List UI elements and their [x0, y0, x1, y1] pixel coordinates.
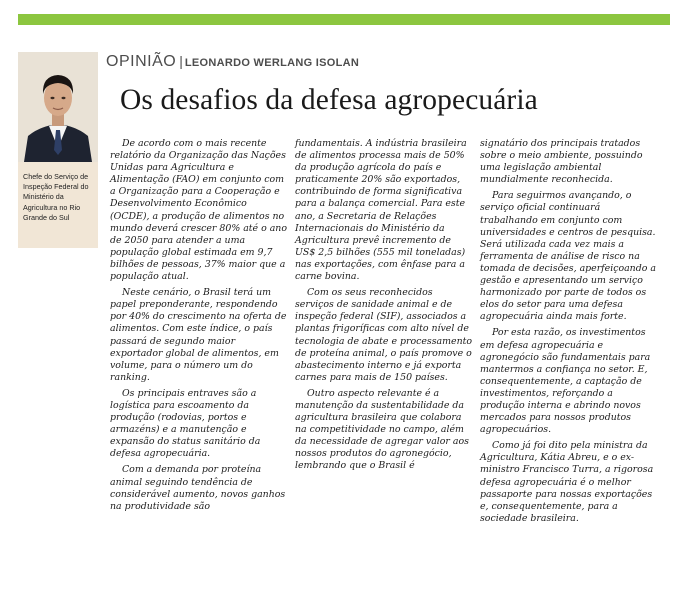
paragraph: signatário dos principais tratados sobre o meio ambiente, possuindo uma legislação ambiental mundialmente reconhecida. — [480, 138, 643, 186]
author-caption: Chefe do Serviço de Inspeção Federal do Ministério da Agricultura no Rio Grande do Sul — [23, 172, 89, 222]
paragraph: Para seguirmos avançando, o serviço oficial continuará trabalhando em conjunto com universidades e centros de pesquisa. Será utilizada cada vez mais a ferramenta de análise de risco na tomada de decisões, aperfeiçoando a gestão e apresentando um serviço harmonizado por parte de todos os elos do setor para uma defesa agropecuária ainda mais forte. — [480, 190, 656, 323]
article-headline: Os desafios da defesa agropecuária — [120, 84, 538, 116]
header-separator: | — [179, 53, 183, 69]
section-header — [106, 53, 359, 71]
paragraph: De acordo com o mais recente relatório da Organização das Nações Unidas para Agricultura e Alimentação (FAO) em conjunto com a Organização para a Cooperação e Desenvolvimento Econômico (OCDE), a produção de alimentos no mundo deverá crescer 80% até o ano de 2050 para atender a uma população global estimada em 9,7 bilhões de pessoas, 37% maior que a população atual. — [110, 138, 287, 283]
author-name: LEONARDO WERLANG ISOLAN — [184, 57, 360, 69]
paragraph: Com a demanda por proteína animal seguindo tendência de considerável aumento, novos ganhos na produtividade são — [110, 464, 286, 512]
article-column-1 — [110, 138, 288, 517]
paragraph: fundamentais. A indústria brasileira de alimentos processa mais de 50% da produção agrícola do país e praticamente 20% são exportados, contribuindo de forma significativa para a balança comercial. Para este ano, a Secretaria de Relações Internacionais do Ministério da Agricultura prevê incremento de US$ 2,5 bilhões (555 mil toneladas) nas exportações, com ênfase para a carne bovina. — [295, 138, 467, 283]
section-label: OPINIÃO — [106, 53, 177, 70]
paragraph: Os principais entraves são a logística para escoamento da produção (rodovias, portos e armazéns) e a manutenção e expansão do status sanitário da defesa agropecuária. — [110, 387, 261, 460]
article-column-3 — [480, 138, 658, 529]
paragraph: Por esta razão, os investimentos em defesa agropecuária e agronegócio são fundamentais para mantermos a confiança no setor. E, consequentemente, a captação de investimentos, reforçando a produção interna e abrindo novos mercados para nossos produtos agropecuários. — [480, 327, 651, 436]
paragraph: Com os seus reconhecidos serviços de sanidade animal e de inspeção federal (SIF), associados a plantas frigoríficas com alto nível de tecnologia de abate e processamento de proteína animal, o país promove o abastecimento interno e já exporta carnes para mais de 150 países. — [295, 287, 473, 383]
paragraph: Outro aspecto relevante é a manutenção da sustentabilidade da agricultura brasileira que colabora na competitividade no campo, além da necessidade de agregar valor aos nossos produtos do agronegócio, lembrando que o Brasil é — [295, 387, 469, 472]
author-photo — [18, 52, 98, 162]
section-color-bar — [18, 14, 670, 25]
author-sidebar — [18, 52, 98, 248]
paragraph: Neste cenário, o Brasil terá um papel preponderante, respondendo por 40% do crescimento na oferta de alimentos. Com este índice, o país passará de segundo maior exportador global de alimentos, em volume, para o número um do ranking. — [110, 287, 287, 383]
paragraph: Como já foi dito pela ministra da Agricultura, Kátia Abreu, e o ex-ministro Francisco Turra, a rigorosa defesa agropecuária é o melhor passaporte para nossas exportações e, consequentemente, para a sociedade brasileira. — [480, 440, 654, 524]
article-column-2 — [295, 138, 473, 477]
